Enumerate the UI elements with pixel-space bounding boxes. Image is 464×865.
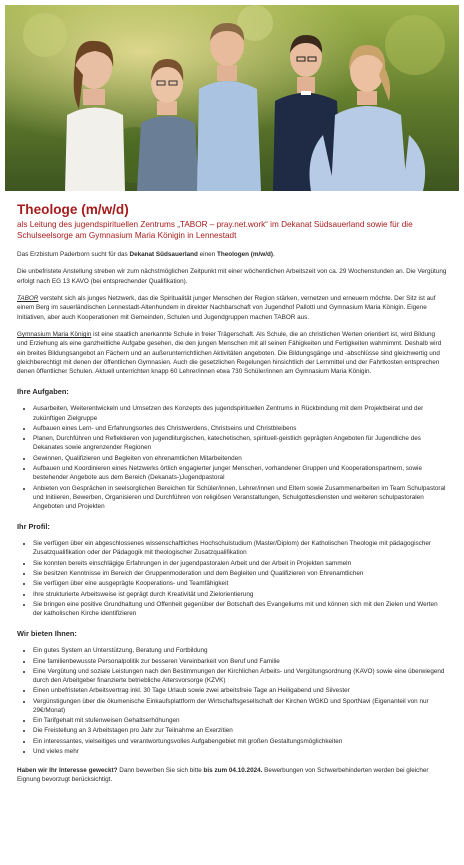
list-item: • Aufbauen eines Lern- und Erfahrungsortes des Christwerdens, Christseins und Christbleibens <box>33 424 447 433</box>
posting-content <box>17 202 447 785</box>
list-item: • Planen, Durchführen und Reflektieren von jugendliturgischen, katechetischen, spirituell-geistlich geprägten Angeboten für Jugendliche des Dekanates sowie angrenzender Regionen <box>33 434 447 452</box>
profile-heading: Ihr Profil: <box>17 522 50 532</box>
list-item: • Ein gutes System an Unterstützung, Beratung und Fortbildung <box>33 646 447 655</box>
job-subtitle: als Leitung des jugendspirituellen Zentrums „TABOR – pray.net.work“ im Dekanat Südsauerland sowie für die Schulseelsorge am Gymnasium Maria Königin in Lennestadt <box>17 220 413 240</box>
application-call-to-action <box>17 766 447 784</box>
list-item: • Sie konnten bereits einschlägige Erfahrungen in der jugendpastoralen Arbeit und der Arbeit in Projekten sammeln <box>33 559 447 568</box>
intro-text: Das Erzbistum Paderborn sucht für das <box>17 251 130 259</box>
cta-question: Haben wir Ihr Interesse geweckt? <box>17 767 118 775</box>
list-item: • Sie verfügen über eine ausgeprägte Kooperations- und Teamfähigkeit <box>33 579 447 588</box>
list-item: • Ein Tarifgehalt mit stufenweisen Gehaltserhöhungen <box>33 716 447 725</box>
list-item: • Sie verfügen über ein abgeschlossenes wissenschaftliches Hochschulstudium (Master/Diplom) der Katholischen Theologie mit pädagogischer Zusatzqualifikation oder der Pädagogik mit theologischer Zusatzqualifikation <box>33 539 447 557</box>
job-title: Theologe (m/w/d) <box>17 202 129 217</box>
cta-note: Bewerbungen von Schwerbehinderten werden bei gleicher Eignung bevorzugt berücksichtigt. <box>17 767 429 784</box>
list-item: • Ausarbeiten, Weiterentwickeln und Umsetzen des Konzepts des jugendspirituellen Zentrums in Rückbindung mit dem Projektbeirat und der zukünftigen Zielgruppe <box>33 404 447 422</box>
intro-text: einen <box>197 251 217 259</box>
intro-paragraph-1 <box>17 250 447 259</box>
list-item: • Vergünstigungen über die ökumenische Einkaufsplattform der Wirtschaftsgesellschaft der Kirchen WGKD und SportNavi (Eigenanteil von nur 29€/Monat) <box>33 697 447 715</box>
gymnasium-link[interactable]: Gymnasium Maria Königin <box>17 330 92 338</box>
list-item: • Sie besitzen Kenntnisse im Bereich der Gruppenmoderation und dem Begleiten und Qualifizieren von Ehrenamtlichen <box>33 569 447 578</box>
list-item: • Einen unbefristeten Arbeitsvertrag inkl. 30 Tage Urlaub sowie zwei arbeitsfreie Tage an Heiligabend und Silvester <box>33 686 447 695</box>
position-name: Theologen (m/w/d) <box>216 251 273 259</box>
list-item: • Anbieten von Gesprächen in seelsorglichen Bereichen für Schüler/innen, Lehrer/innen und Eltern sowie Zusammenarbeiten im Team Schulpastoral und Initiieren, Bewerben, Organisieren und Durchführen von religiösen Veranstaltungen, Schulgottesdiensten und weiteren schulpastoralen Angeboten und Projekten <box>33 484 447 512</box>
offer-heading: Wir bieten Ihnen: <box>17 629 77 639</box>
offer-list <box>17 646 447 756</box>
list-item: • Die Freistellung an 3 Arbeitstagen pro Jahr zur Teilnahme an Exerzitien <box>33 726 447 735</box>
list-item: • Aufbauen und Koordinieren eines Netzwerks örtlich engagierter junger Menschen, vorhandener Gruppen und Kooperationspartnern, sowie bestehender Angebote aus dem Bereich (Dekanats-)Jugendpastoral <box>33 464 447 482</box>
tasks-list <box>17 404 447 511</box>
list-item: • Eine Vergütung und soziale Leistungen nach den Bestimmungen der Kirchlichen Arbeits- und Vergütungsordnung (KAVO) sowie eine überwiegend durch den Arbeitgeber finanzierte betriebliche Altersvorsorge (KZVK) <box>33 667 447 685</box>
gymnasium-description: ist eine staatlich anerkannte Schule in freier Trägerschaft. Als Schule, die an christlichen Werten orientiert ist, wird Bildung und Erziehung als eine ganzheitliche Aufgabe gesehen, die den jungen Menschen mit all seinen Fähigkeiten und Fertigkeiten wahrnimmt. Deshalb wird ein breites Bildungsangebot an Fächern und an außerunterrichtlichen Aktivitäten angeboten. Die Bildungsgänge und -abschlüsse sind gleichwertig und gleichberechtigt mit denen der öffentlichen Gymnasien. Auch die gesetzlichen Regelungen hinsichtlich der Lernmittel und der Fahrtkosten entsprechen denen öffentlicher Schulen. Aktuell unterrichten knapp 60 Lehrer/innen etwa 730 Schüler/innen am Gymnasium Maria Königin. <box>17 330 442 376</box>
list-item: • Gewinnen, Qualifizieren und Begleiten von ehrenamtlichen Mitarbeitenden <box>33 454 447 463</box>
dekanat-name: Dekanat Südsauerland <box>129 251 198 259</box>
intro-paragraph-3 <box>17 294 447 322</box>
tasks-heading: Ihre Aufgaben: <box>17 387 69 397</box>
application-deadline: bis zum 04.10.2024. <box>203 767 263 775</box>
profile-list <box>17 539 447 618</box>
list-item: • Eine familienbewusste Personalpolitik zur besseren Vereinbarkeit von Beruf und Familie <box>33 657 447 666</box>
intro-text: . <box>272 251 275 259</box>
list-item: • Sie bringen eine positive Grundhaltung und Offenheit gegenüber der Botschaft des Evangeliums mit und können sich mit den Zielen und Werten der katholischen Kirche identifizieren <box>33 600 447 618</box>
cta-text: Dann bewerben Sie sich bitte <box>117 767 204 775</box>
intro-paragraph-2: Die unbefristete Anstellung streben wir zum nächstmöglichen Zeitpunkt mit einer wöchentlichen Arbeitszeit von ca. 29 Wochenstunden an. Die Vergütung erfolgt nach EG 13 KAVO (bei entsprechender Qualifikation). <box>17 268 447 285</box>
intro-paragraph-4 <box>17 330 447 376</box>
list-item: • Und vieles mehr <box>33 747 447 756</box>
list-item: • Ihre strukturierte Arbeitsweise ist geprägt durch Kreativität und Zielorientierung <box>33 590 447 599</box>
tabor-link[interactable]: TABOR <box>17 295 39 303</box>
list-item: • Ein interessantes, vielseitiges und verantwortungsvolles Aufgabengebiet mit großen Gestaltungsmöglichkeiten <box>33 737 447 746</box>
tabor-description: versteht sich als junges Netzwerk, das die Spiritualität junger Menschen der Region stärken, vernetzen und erneuern möchte. Der Sitz ist auf einem Berg im sauerländischen Lennestadt-Altenhundem in direkter Nachbarschaft von Jugendhof Pallotti und Gymnasium Maria Königin. Eigene Initiativen, aber auch Kooperationen mit Gemeinden, Schulen und Jugendgruppen machen TABOR aus. <box>17 295 436 321</box>
team-photo <box>5 5 459 191</box>
